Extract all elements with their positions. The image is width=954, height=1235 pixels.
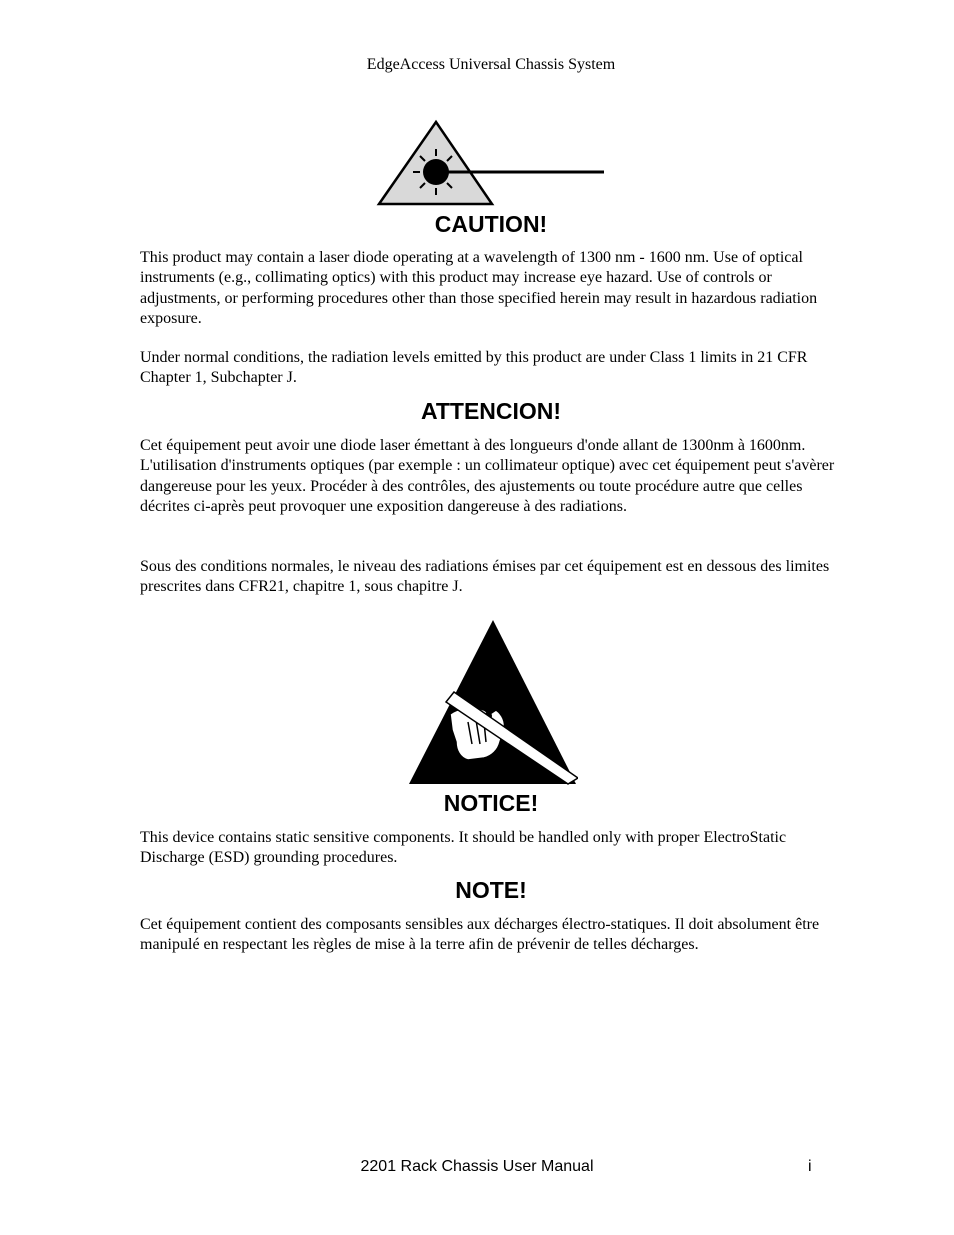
- notice-paragraph: This device contains static sensitive components. It should be handled only with proper ElectroStatic Discharge (ESD) grounding procedures.: [140, 829, 787, 867]
- attencion-paragraph-1: Cet équipement peut avoir une diode laser émettant à des longueurs d'onde allant de 1300nm à 1600nm. L'utilisation d'instruments optiques (par exemple : un collimateur optique) avec cet équipement peut s'avèrer dangereuse pour les yeux. Procéder à des contrôles, des ajustements ou toute procédure autre que celles décrites ci-après peut provoquer une exposition dangereuse à des radiations.: [140, 437, 835, 515]
- laser-warning-icon: [374, 118, 608, 208]
- esd-warning-icon: [406, 618, 578, 786]
- note-paragraph: Cet équipement contient des composants sensibles aux décharges électro-statiques. Il doit absolument être manipulé en respectant les règles de mise à la terre afin de prévenir de telles décharges.: [140, 916, 820, 954]
- footer-page-number: i: [808, 1158, 812, 1175]
- footer-manual-title: 2201 Rack Chassis User Manual: [360, 1158, 594, 1175]
- caution-paragraph-2: Under normal conditions, the radiation levels emitted by this product are under Class 1 limits in 21 CFR Chapter 1, Subchapter J.: [140, 349, 808, 387]
- caution-paragraph-1: This product may contain a laser diode operating at a wavelength of 1300 nm - 1600 nm. Use of optical instruments (e.g., collimating optics) with this product may increase eye hazard. Use of controls or adjustments, or performing procedures other than those specified herein may result in hazardous radiation exposure.: [140, 249, 818, 327]
- notice-heading: NOTICE!: [443, 790, 539, 816]
- note-heading: NOTE!: [455, 877, 527, 903]
- attencion-heading: ATTENCION!: [420, 398, 562, 424]
- attencion-paragraph-2: Sous des conditions normales, le niveau des radiations émises par cet équipement est en dessous des limites prescrites dans CFR21, chapitre 1, sous chapitre J.: [140, 558, 830, 596]
- caution-heading: CAUTION!: [434, 211, 548, 237]
- page-header: EdgeAccess Universal Chassis System: [366, 56, 616, 73]
